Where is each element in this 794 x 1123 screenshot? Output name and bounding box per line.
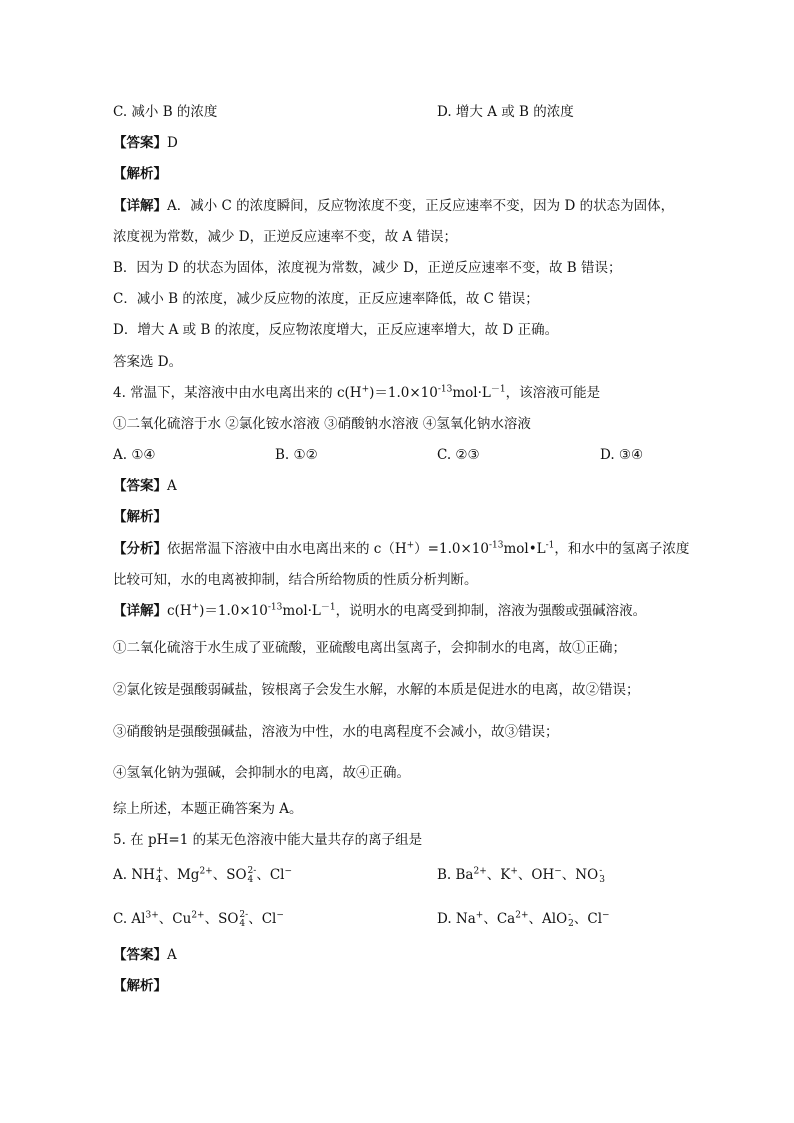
q4-analysis-line-1: 【分析】依据常温下溶液中由水电离出来的 $c(H^+)=1.0\times 10^{-13}mol•L^{-1}$，和水中的氢离子浓度 — [113, 540, 690, 557]
q4-analysis-line-2: 比较可知，水的电离被抑制，结合所给物质的性质分析判断。 — [113, 572, 478, 588]
q4-answer: 【答案】A — [113, 478, 177, 494]
answer-tag: 【答案】 — [113, 135, 167, 151]
q4-detail-item-3: ③硝酸钠是强酸强碱盐，溶液为中性，水的电离程度不会减小，故③错误； — [113, 724, 559, 740]
q3-detail-line-2: 浓度视为常数，减少 D，正逆反应速率不变，故 A 错误； — [113, 229, 457, 245]
q4-option-c: C. ②③ — [437, 447, 480, 463]
q5-options-row-2 — [113, 910, 673, 928]
q4-options-row — [113, 446, 673, 464]
q5-answer: 【答案】A — [113, 947, 177, 963]
q5-option-c: C. $Al^{3+}$、$Cu^{2+}$、SO 2- 4 、Cl− — [113, 909, 284, 929]
q3-detail-line-4: C．减小 B 的浓度，减少反应物的浓度，正反应速率降低，故 C 错误； — [113, 291, 539, 307]
detail-tag: 【详解】 — [113, 198, 167, 214]
q5-option-a: A. NH + 4 、$Mg^{2+}$、SO 2- 4 、Cl− — [113, 865, 293, 885]
q3-answer — [113, 134, 178, 152]
answer-value: A — [167, 947, 177, 963]
q3-option-c: C. 减小 B 的浓度 — [113, 104, 218, 120]
q4-option-a: A. ①④ — [113, 447, 156, 463]
q4-detail-item-4: ④氢氧化钠为强碱，会抑制水的电离，故④正确。 — [113, 765, 410, 781]
answer-value: A — [167, 478, 177, 494]
q3-options-row — [113, 103, 673, 121]
q4-conclusion: 综上所述，本题正确答案为 A。 — [113, 801, 303, 817]
q3-detail-line-5: D．增大 A 或 B 的浓度，反应物浓度增大，正反应速率增大，故 D 正确。 — [113, 322, 559, 338]
q3-option-d: D. 增大 A 或 B 的浓度 — [437, 104, 574, 120]
q3-detail-line-3: B．因为 D 的状态为固体，浓度视为常数，减少 D，正逆反应速率不变，故 B 错误； — [113, 260, 622, 276]
q4-detail-item-1: ①二氧化硫溶于水生成了亚硫酸，亚硫酸电离出氢离子，会抑制水的电离，故①正确； — [113, 640, 626, 656]
q5-options-row-1 — [113, 866, 673, 884]
q5-analysis-tag: 【解析】 — [113, 978, 167, 994]
q4-items: ①二氧化硫溶于水 ②氯化铵水溶液 ③硝酸钠水溶液 ④氢氧化钠水溶液 — [113, 416, 531, 432]
q5-stem: 5. 在 pH=1 的某无色溶液中能大量共存的离子组是 — [113, 832, 423, 848]
q5-option-d: D. Na+、$Ca^{2+}$、AlO - 2 、Cl− — [437, 909, 610, 929]
q3-analysis-tag: 【解析】 — [113, 166, 167, 182]
q4-stem: 4. 常温下，某溶液中由水电离出来的 $c(H^+)=1.0\times 10^{-13}mol\cdot L^{-1}$，该溶液可能是 — [113, 384, 601, 401]
answer-value: D — [167, 135, 178, 151]
q4-option-d: D. ③④ — [600, 447, 644, 463]
q5-option-b: B. $Ba^{2+}$、K+、OH−、NO - 3 — [437, 865, 605, 885]
q4-analysis-tag: 【解析】 — [113, 509, 167, 525]
q3-conclusion: 答案选 D。 — [113, 354, 183, 370]
q4-option-b: B. ①② — [275, 447, 318, 463]
q4-detail-item-2: ②氯化铵是强酸弱碱盐，铵根离子会发生水解，水解的本质是促进水的电离，故②错误； — [113, 682, 640, 698]
q4-detail-line: 【详解】$c(H^+)=1.0\times 10^{-13}mol\cdot L^{-1}$，说明水的电离受到抑制，溶液为强酸或强碱溶液。 — [113, 602, 647, 619]
q3-detail-line-1: 【详解】A．减小 C 的浓度瞬间，反应物浓度不变，正反应速率不变，因为 D 的状态为固体， — [113, 198, 675, 214]
